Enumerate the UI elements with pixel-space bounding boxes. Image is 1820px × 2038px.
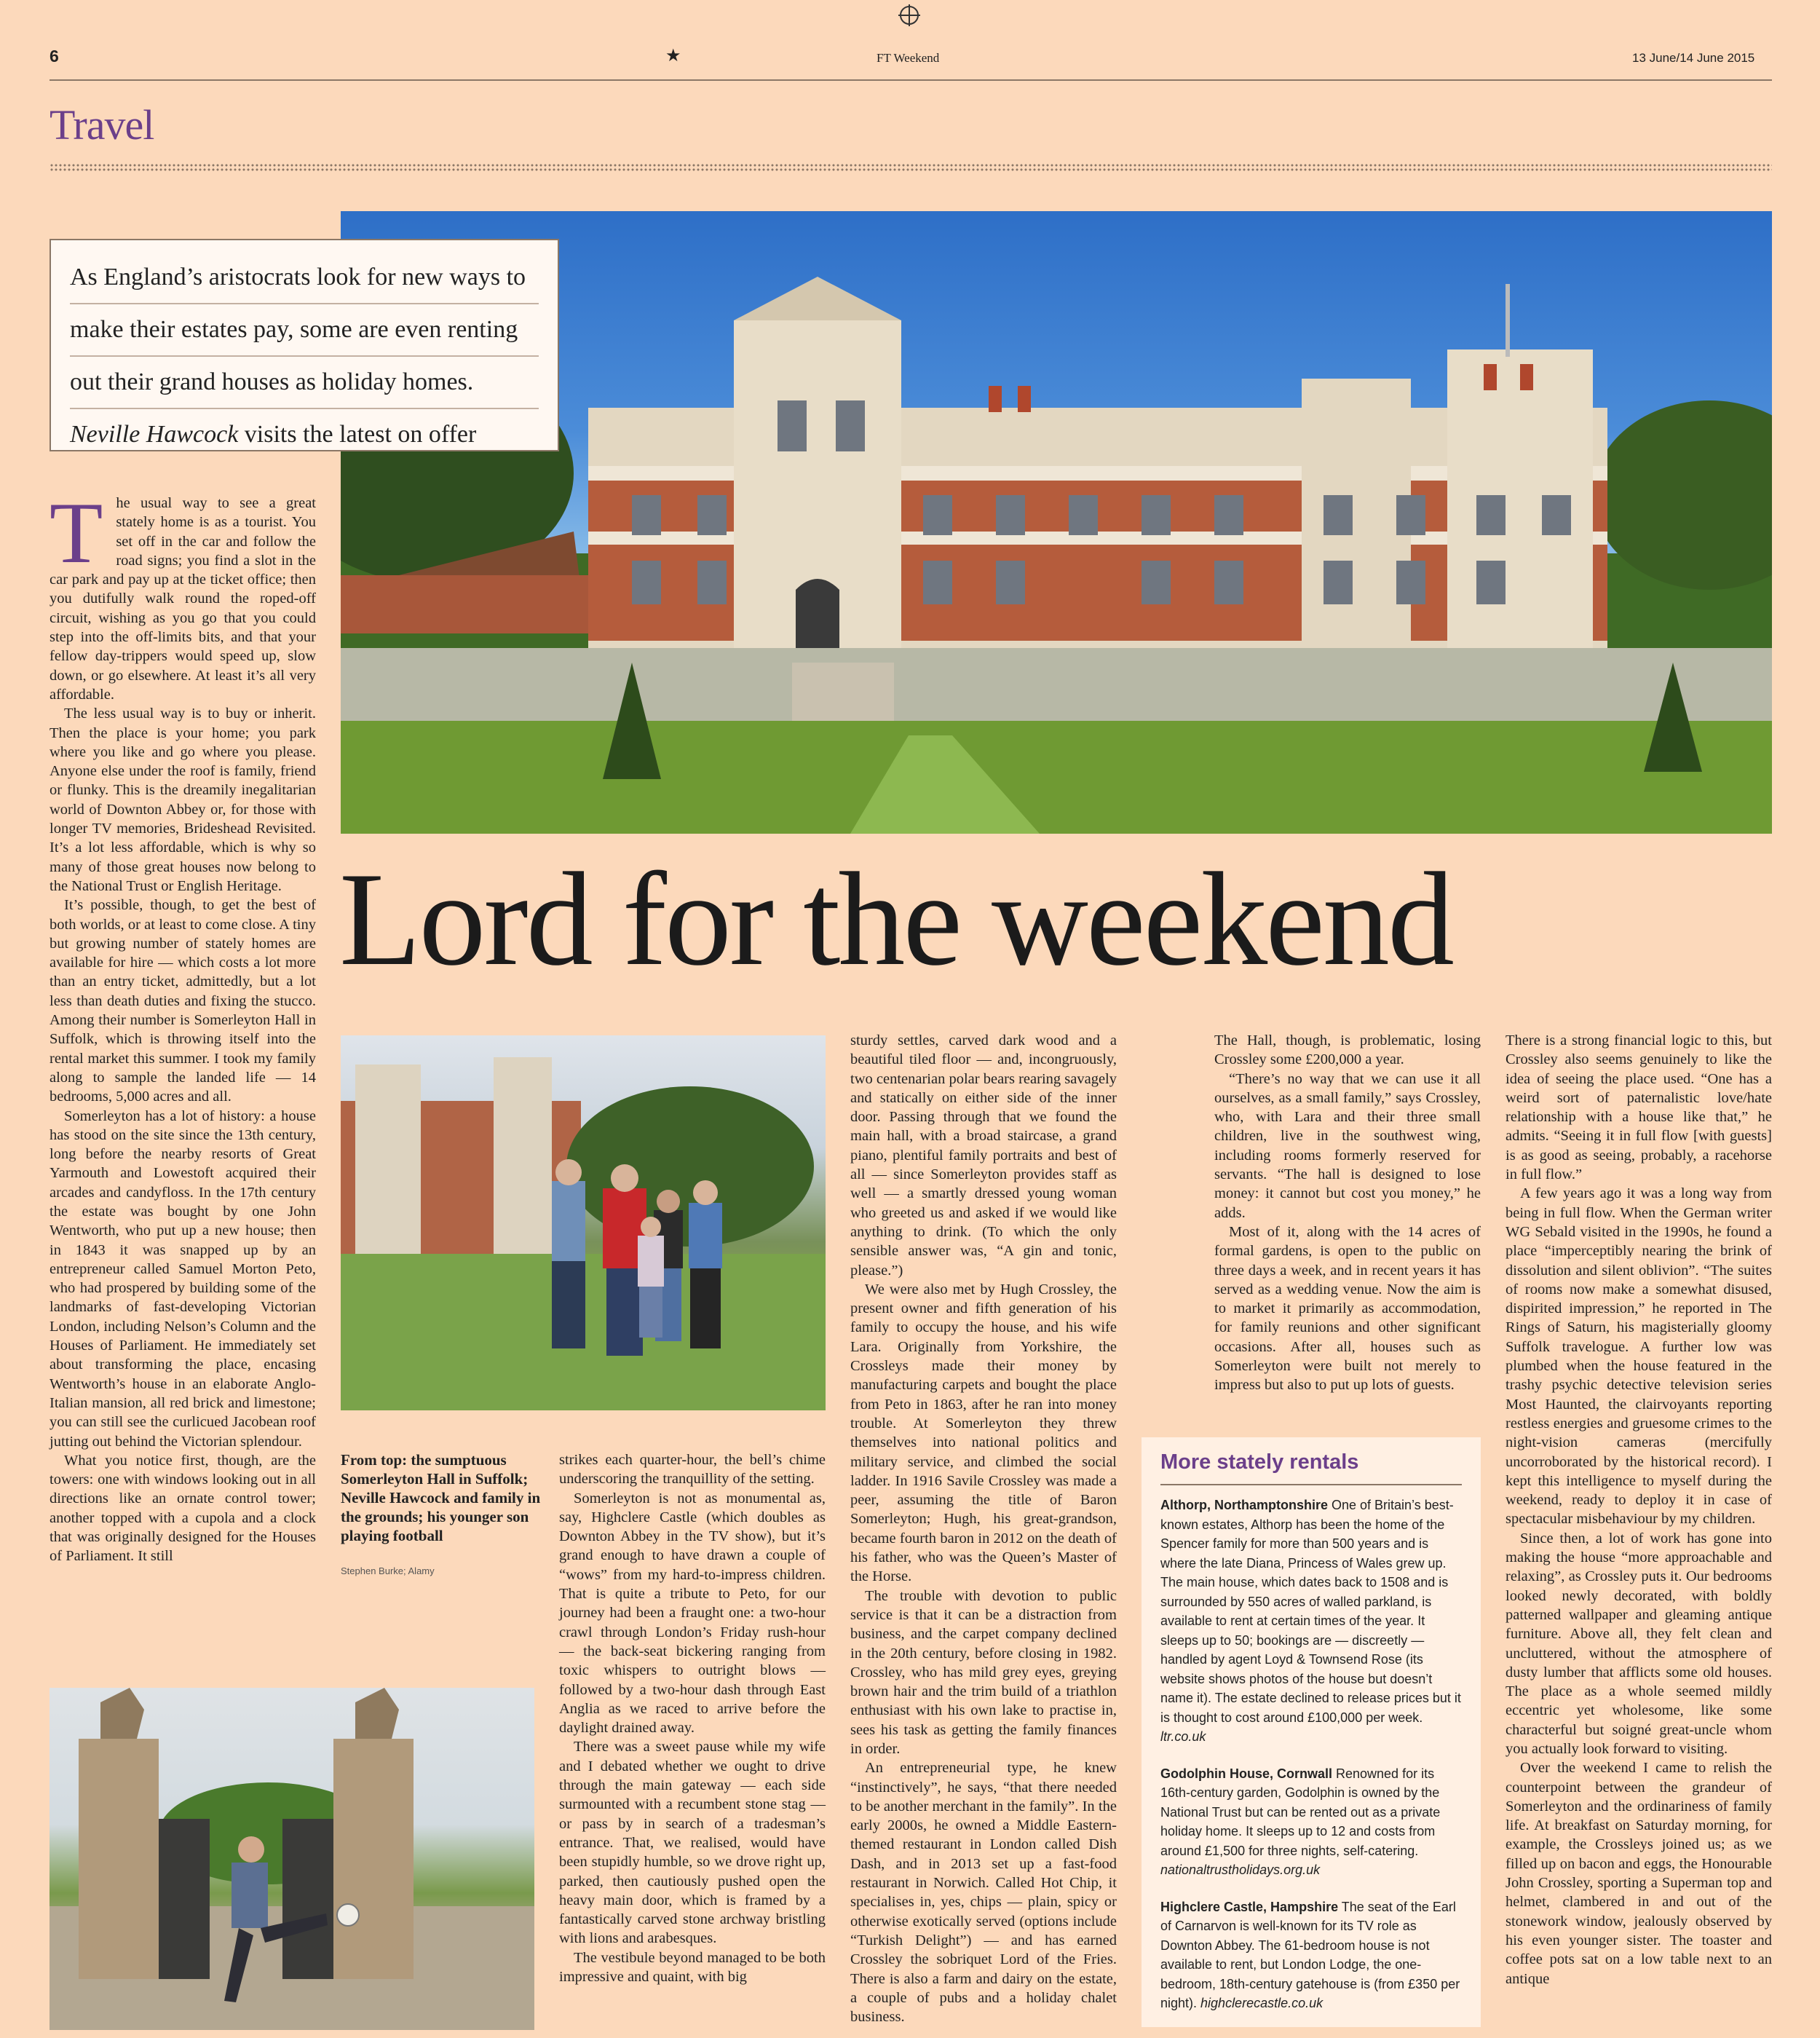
sidebar-entry [1160, 1897, 1462, 2013]
byline-name: Neville Hawcock [70, 421, 239, 448]
sidebar-entry-link[interactable]: nationaltrustholidays.org.uk [1160, 1863, 1321, 1877]
byline [70, 409, 539, 462]
article-paragraph: There is a strong financial logic to this, but Crossley also seems genuinely to like the idea of seeing the place used. “One has a weird sort of paternalistic love/hate relationship with a house like that,” he admits. “Seeing it in full flow [with guests] is as good as seeing, probably, a racehorse in full flow.” [1506, 1032, 1772, 1183]
article-paragraph: Somerleyton has a lot of history: a house has stood on the site since the 13th century, long before the nearby resorts of Great Yarmouth and Lowestoft acquired their arcades and candyfloss. In the 17th century the estate was bought by one John Wentworth, who put up a new house; then in 1843 it was snapped up by an entrepreneur called Samuel Morton Peto, who had prospered by building some of the landmarks of fast-developing Victorian London, including Nelson’s Column and the Houses of Parliament. He immediately set about transforming the place, encasing Wentworth’s house in an elaborate Anglo-Italian mansion, all red brick and limestone; you can still see the curlicued Jacobean roof jutting out behind the Victorian splendour. [50, 1107, 316, 1450]
article-column-1 [50, 484, 316, 1566]
article-paragraph: We were also met by Hugh Crossley, the present owner and fifth generation of his family to occupy the house, and his wife Lara. Originally from Yorkshire, the Crossleys made their money by manufacturing carpets and bought the place from Peto in 1863, after he ran into money trouble. At Somerleyton they threw themselves into national politics and military service, and climbed the social ladder. In 1916 Savile Crossley was made a peer, assuming the title of Baron Somerleyton; Hugh, his great-grandson, became fourth baron in 2012 on the death of his father, who was the Queen’s Master of the Horse. [850, 1281, 1117, 1585]
dateline: 13 June/14 June 2015 [1632, 51, 1755, 65]
sidebar-more-stately-rentals [1142, 1437, 1481, 2027]
family-photo-illustration [341, 1035, 826, 1410]
standfirst-box [50, 239, 559, 451]
family-photo [341, 1035, 826, 1410]
standfirst-line: As England’s aristocrats look for new ways to [70, 252, 539, 304]
sidebar-entry [1160, 1764, 1462, 1880]
headline: Lord for the weekend [339, 845, 1452, 993]
sidebar-entry-body: Renowned for its 16th-century garden, Godolphin is owned by the National Trust but can be rented out as a private holiday home. It sleeps up to 12 and costs from around £1,500 for three nights, self-catering. [1160, 1766, 1441, 1858]
page-number: 6 [50, 47, 59, 66]
article-paragraph: sturdy settles, carved dark wood and a beautiful tiled floor — and, incongruously, two centenarian polar bears rearing savagely and statically on either side of the inner door. Passing through that we found the main hall, with a broad staircase, a grand piano, plentiful family portraits and best of all — since Somerleyton provides staff as well — a smartly dressed young woman who greeted us and asked if we would like anything to drink. (To which the only sensible answer was, “A gin and tonic, please.”) [850, 1032, 1117, 1279]
article-paragraph: Over the weekend I came to relish the counterpoint between the grandeur of Somerleyton and the ordinariness of family life. At breakfast on Saturday morning, for example, the Crossleys joined us; as we filled up on bacon and eggs, the Honourable John Crossley, sporting a Superman top and helmet, clambered in and out of the stonework window, jealously observed by his even younger sister. The toaster and coffee pots sat on a low table next to an antique [1506, 1760, 1772, 1987]
article-column-4 [1214, 1031, 1481, 1395]
sidebar-entry-link[interactable]: ltr.co.uk [1160, 1729, 1206, 1744]
article-paragraph: strikes each quarter-hour, the bell’s chime underscoring the tranquillity of the setting. [559, 1452, 826, 1488]
article-paragraph: The vestibule beyond managed to be both impressive and quaint, with big [559, 1949, 826, 1986]
article-paragraph: The Hall, though, is problematic, losing Crossley some £200,000 a year. [1214, 1032, 1481, 1068]
standfirst-line: out their grand houses as holiday homes. [70, 357, 539, 409]
paper-name: FT Weekend [877, 51, 940, 65]
sidebar-entry-body: One of Britain’s best-known estates, Althorp has been the home of the Spencer family for more than 500 years and is where the late Diana, Princess of Wales grew up. The main house, which dates back to 1508 and is surrounded by 550 acres of walled parkland, is available to rent at certain times of the year. It sleeps up to 50; bookings are — discreetly — handled by agent Loyd & Townsend Rose (its website shows photos of the house but doesn’t name it). The estate declined to release prices but it is thought to cost around £100,000 per week. [1160, 1498, 1461, 1725]
article-paragraph: It’s possible, though, to get the best of both worlds, or at least to come close. A tiny but growing number of stately homes are available for hire — which costs a lot more than an entry ticket, admittedly, but a lot less than death duties and fixing the stucco. Among their number is Somerleyton Hall in Suffolk, which is throwing itself into the rental market this summer. I took my family along to sample the landed life — 14 bedrooms, 5,000 acres and all. [50, 897, 316, 1105]
article-paragraph: The less usual way is to buy or inherit. Then the place is your home; you park where you like and go where you please. Anyone else under the roof is family, friend or flunky. This is the dreamily inegalitarian world of Downton Abbey or, for those with longer TV memories, Brideshead Revisited. It’s a lot less affordable, which is why so many of those great houses now belong to the National Trust or English Heritage. [50, 706, 316, 894]
article-paragraph: The trouble with devotion to public service is that it can be a distraction from business, and the carpet company declined in the 20th century, before closing in 1982. Crossley, who has mild grey eyes, greying brown hair and the trim build of a triathlon enthusiast with his own lake to practise in, sees his task as getting the family finances in order. [850, 1587, 1117, 1757]
article-column-5 [1506, 1031, 1772, 1988]
article-paragraph: There was a sweet pause while my wife and I debated whether we ought to drive through the main gateway — each side surmounted with a recumbent stone stag — or pass by in search of a tradesman’s entrance. That, we realised, would have been stupidly humble, so we drove right up, parked, then cautiously pushed open the heavy main door, which is framed by a fantastically carved stone archway bristling with lions and arabesques. [559, 1739, 826, 1947]
section-dotted-rule [50, 163, 1772, 172]
article-column-2 [559, 1450, 826, 1986]
sidebar-entry-link[interactable]: highclerecastle.co.uk [1200, 1996, 1324, 2010]
sidebar-entry-name: Godolphin House, Cornwall [1160, 1766, 1332, 1781]
article-paragraph: Most of it, along with the 14 acres of formal gardens, is open to the public on three days a week, and in recent years it has served as a wedding venue. Now the aim is to market it primarily as accommodation, for family reunions and other significant occasions. After all, houses such as Somerleyton were built not merely to impress but also to put up lots of guests. [1214, 1223, 1481, 1394]
drop-cap: T [50, 484, 103, 581]
sidebar-title: More stately rentals [1160, 1450, 1359, 1474]
standfirst-line: make their estates pay, some are even renting [70, 304, 539, 357]
masthead-rule [50, 79, 1772, 81]
sidebar-rule [1160, 1484, 1462, 1485]
football-photo-illustration [50, 1688, 534, 2030]
football-photo [50, 1688, 534, 2030]
article-paragraph: Since then, a lot of work has gone into making the house “more approachable and relaxing”, as Crossley puts it. Our bedrooms looked newly decorated, with boldly patterned wallpaper and gleaming antique furniture. Above all, they felt clean and uncluttered, without the atmosphere of dusty lumber that afflicts some old houses. The place as a whole seemed mildly eccentric yet wholesome, like some characterful but soigné great-uncle whom you actually look forward to visiting. [1506, 1530, 1772, 1757]
article-paragraph: he usual way to see a great stately home is as a tourist. You set off in the car and follow the road signs; you find a slot in the car park and pay up at the ticket office; then you dutifully walk round the roped-off circuit, wishing as you go that you could step into the off-limits bits, and that your fellow day-trippers would speed up, slow down, or go elsewhere. At least it’s all very affordable. [50, 495, 316, 703]
sidebar-entry-body: The seat of the Earl of Carnarvon is well-known for its TV role as Downton Abbey. The 61-bedroom house is not available to rent, but London Lodge, the one-bedroom, 18th-century gatehouse is (from £350 per night). [1160, 1899, 1460, 2010]
article-paragraph: What you notice first, though, are the towers: one with windows looking out in all directions like an ornate control tower; another topped with a cupola and a clock that was originally designed for the Houses of Parliament. It still [50, 1452, 316, 1565]
article-paragraph: “There’s no way that we can use it all ourselves, as a small family,” says Crossley, who, with Lara and their three small children, live in the southwest wing, including rooms formerly reserved for servants. “The hall is designed to lose money: it cannot but cost you money,” he adds. [1214, 1070, 1481, 1221]
sidebar-entry [1160, 1496, 1462, 1747]
article-column-3 [850, 1031, 1117, 2026]
article-paragraph: A few years ago it was a long way from being in full flow. When the German writer WG Sebald visited in the 1990s, he found a place “imperceptibly nearing the brink of dissolution and silent oblivion”. “The suites of rooms now make a somewhat disused, dispirited impression,” he reported in The Rings of Saturn, his magisterially gloomy Suffolk travelogue. A further low was plumbed when the house featured in the trashy psychic detective television series Most Haunted, the clairvoyants reporting restless energies and gruesome crimes to the night-vision cameras (mercifully uncorroborated by the historical record). I kept this intelligence to myself during the weekend, ready to deploy it in case of spectacular misbehaviour by my children. [1506, 1185, 1772, 1528]
section-title: Travel [50, 101, 154, 149]
photo-caption: From top: the sumptuous Somerleyton Hall in Suffolk; Neville Hawcock and family in the grounds; his younger son playing football [341, 1451, 541, 1544]
edition-star-icon: ★ [665, 47, 681, 66]
article-paragraph: An entrepreneurial type, he knew “instinctively”, he says, “that there needed to be another merchant in the family”. In the early 2000s, he owned a Middle Eastern-themed restaurant in London called Dish Dash, and in 2013 set up a fast-food restaurant in Norwich. Called Hot Chip, it specialises in, yes, chips — plain, spicy or otherwise exotically served (options include “Turkish Delight”) — and has earned Crossley the sobriquet Lord of the Fries. There is also a farm and dairy on the estate, a couple of pubs and a holiday chalet business. [850, 1760, 1117, 2026]
byline-rest: visits the latest on offer [238, 421, 477, 448]
registration-mark-icon [900, 6, 919, 25]
article-paragraph: Somerleyton is not as monumental as, say, Highclere Castle (which doubles as Downton Abbey in the TV show), but it’s grand enough to have drawn a couple of “wows” from my hard-to-impress children. That is quite a tribute to Peto, for our journey had been a fraught one: a two-hour crawl through London’s Friday rush-hour — the back-seat bickering ranging from toxic whispers to outright blows — followed by a two-hour dash through East Anglia as we raced to arrive before the daylight drained away. [559, 1490, 826, 1737]
photo-credit: Stephen Burke; Alamy [341, 1565, 435, 1576]
sidebar-entry-name: Highclere Castle, Hampshire [1160, 1899, 1339, 1914]
sidebar-entry-name: Althorp, Northamptonshire [1160, 1498, 1328, 1512]
